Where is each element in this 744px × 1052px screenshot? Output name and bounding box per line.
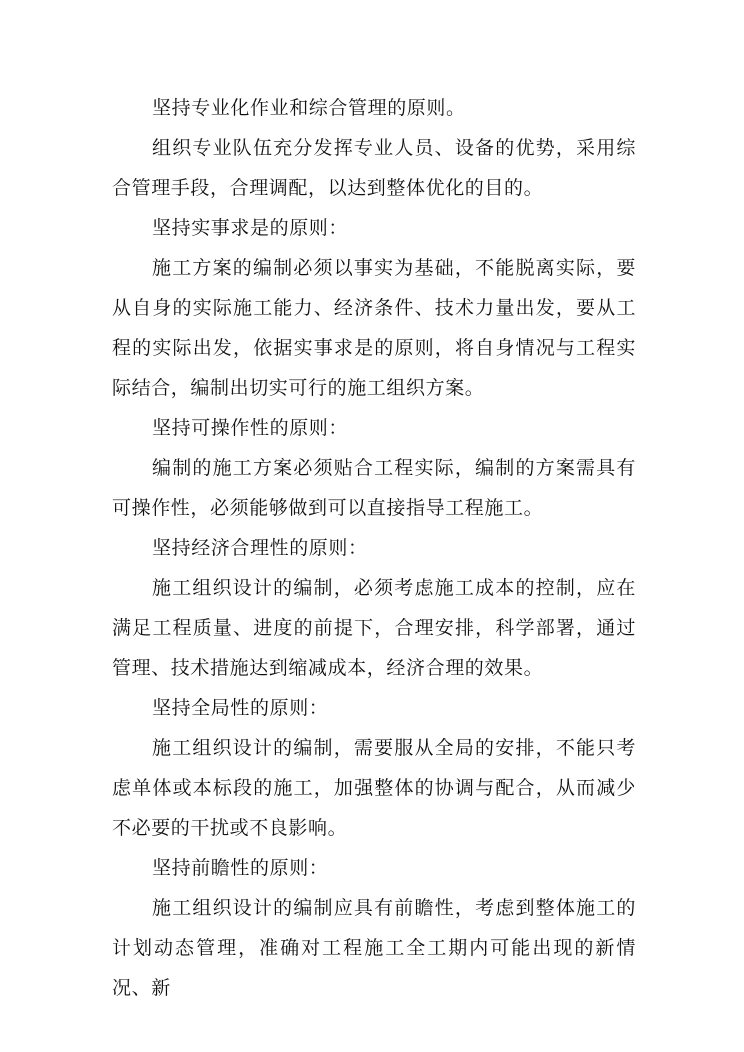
principle-heading-overall: 坚持全局性的原则：	[152, 697, 329, 719]
principle-heading-forward-looking: 坚持前瞻性的原则：	[152, 857, 329, 879]
principle-heading-economic: 坚持经济合理性的原则：	[152, 537, 368, 559]
body-paragraph-overall: 施工组织设计的编制，需要服从全局的安排，不能只考虑单体或本标段的施工，加强整体的协调与配合，从而减少不必要的干扰或不良影响。	[112, 737, 636, 839]
body-paragraph-economic: 施工组织设计的编制，必须考虑施工成本的控制，应在满足工程质量、进度的前提下，合理安排，科学部署，通过管理、技术措施达到缩减成本，经济合理的效果。	[112, 577, 636, 679]
body-paragraph-operability: 编制的施工方案必须贴合工程实际，编制的方案需具有可操作性，必须能够做到可以直接指导工程施工。	[112, 457, 636, 519]
document-body	[112, 88, 636, 1008]
body-paragraph-realistic: 施工方案的编制必须以事实为基础，不能脱离实际，要从自身的实际施工能力、经济条件、技术力量出发，要从工程的实际出发，依据实事求是的原则，将自身情况与工程实际结合，编制出切实可行的施工组织方案。	[112, 257, 636, 399]
principle-heading-realistic: 坚持实事求是的原则：	[152, 217, 349, 239]
body-paragraph-specialization: 组织专业队伍充分发挥专业人员、设备的优势，采用综合管理手段，合理调配，以达到整体优化的目的。	[112, 137, 636, 199]
principle-heading-operability: 坚持可操作性的原则：	[152, 417, 349, 439]
principle-heading-specialization: 坚持专业化作业和综合管理的原则。	[152, 97, 466, 119]
body-paragraph-forward-looking: 施工组织设计的编制应具有前瞻性，考虑到整体施工的计划动态管理，准确对工程施工全工期内可能出现的新情况、新	[112, 897, 636, 999]
